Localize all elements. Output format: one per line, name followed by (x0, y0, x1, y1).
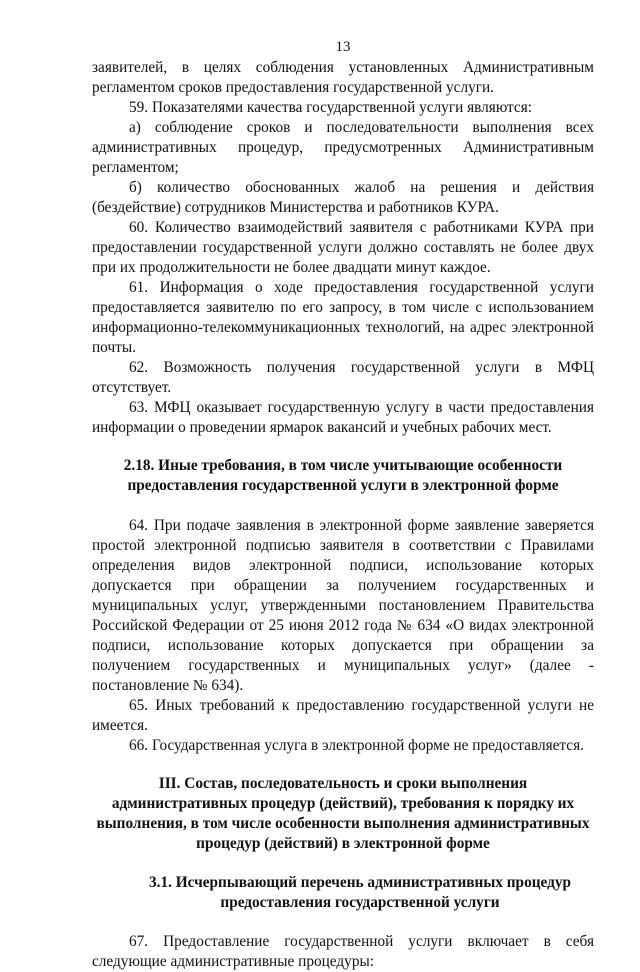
paragraph-67: 67. Предоставление государственной услуги включает в себя следующие административные процедуры: (92, 933, 594, 970)
paragraph-66: 66. Государственная услуга в электронной форме не предоставляется. (129, 737, 584, 754)
paragraph-65: 65. Иных требований к предоставлению государственной услуги не имеется. (92, 697, 594, 734)
paragraph-63: 63. МФЦ оказывает государственную услугу в части предоставления информации о проведении ярмарок вакансий и учебных рабочих мест. (92, 399, 594, 436)
paragraph-62: 62. Возможность получения государственной услуги в МФЦ отсутствует. (92, 359, 594, 396)
paragraph-continuation: заявителей, в целях соблюдения установленных Административным регламентом сроков предоставления государственной услуги. (92, 59, 594, 96)
paragraph-59a: а) соблюдение сроков и последовательности выполнения всех административных процедур, предусмотренных Административным регламентом; (92, 119, 594, 176)
section-bottom (92, 932, 594, 972)
paragraph-60: 60. Количество взаимодействий заявителя с работниками КУРА при предоставлении государственной услуги должно составлять не более двух при их продолжительности не более двадцати минут каждое. (92, 219, 594, 276)
chapter-heading-III: III. Состав, последовательность и сроки выполнения административных процедур (действий), требования к порядку их выполнения, в том числе особенности выполнения административных процедур (действий) в электронной форме (96, 775, 590, 852)
section-mid (92, 516, 594, 756)
section-top (92, 58, 594, 438)
paragraph-59b: б) количество обоснованных жалоб на решения и действия (бездействие) сотрудников Министерства и работников КУРА. (92, 179, 594, 216)
page-number: 13 (335, 39, 351, 55)
paragraph-61: 61. Информация о ходе предоставления государственной услуги предоставляется заявителю по его запросу, в том числе с использованием информационно-телекоммуникационных технологий, на адрес электронной почты. (92, 279, 594, 356)
paragraph-59: 59. Показателями качества государственной услуги являются: (129, 99, 532, 116)
paragraph-64: 64. При подаче заявления в электронной форме заявление заверяется простой электронной подписью заявителя в соответствии с Правилами определения видов электронной подписи, использование которых допускается при обращении за получением государственных и муниципальных услуг, утвержденными постановлением Правительства Российской Федерации от 25 июня 2012 года № 634 «О видах электронной подписи, использование которых допускается при обращении за получением государственных и муниципальных услуг» (далее - постановление № 634). (92, 517, 594, 694)
section-heading-3-1: 3.1. Исчерпывающий перечень административных процедур предоставления государственной услуги (148, 874, 572, 911)
section-heading-2-18: 2.18. Иные требования, в том числе учитывающие особенности предоставления государственной услуги в электронной форме (123, 457, 563, 494)
